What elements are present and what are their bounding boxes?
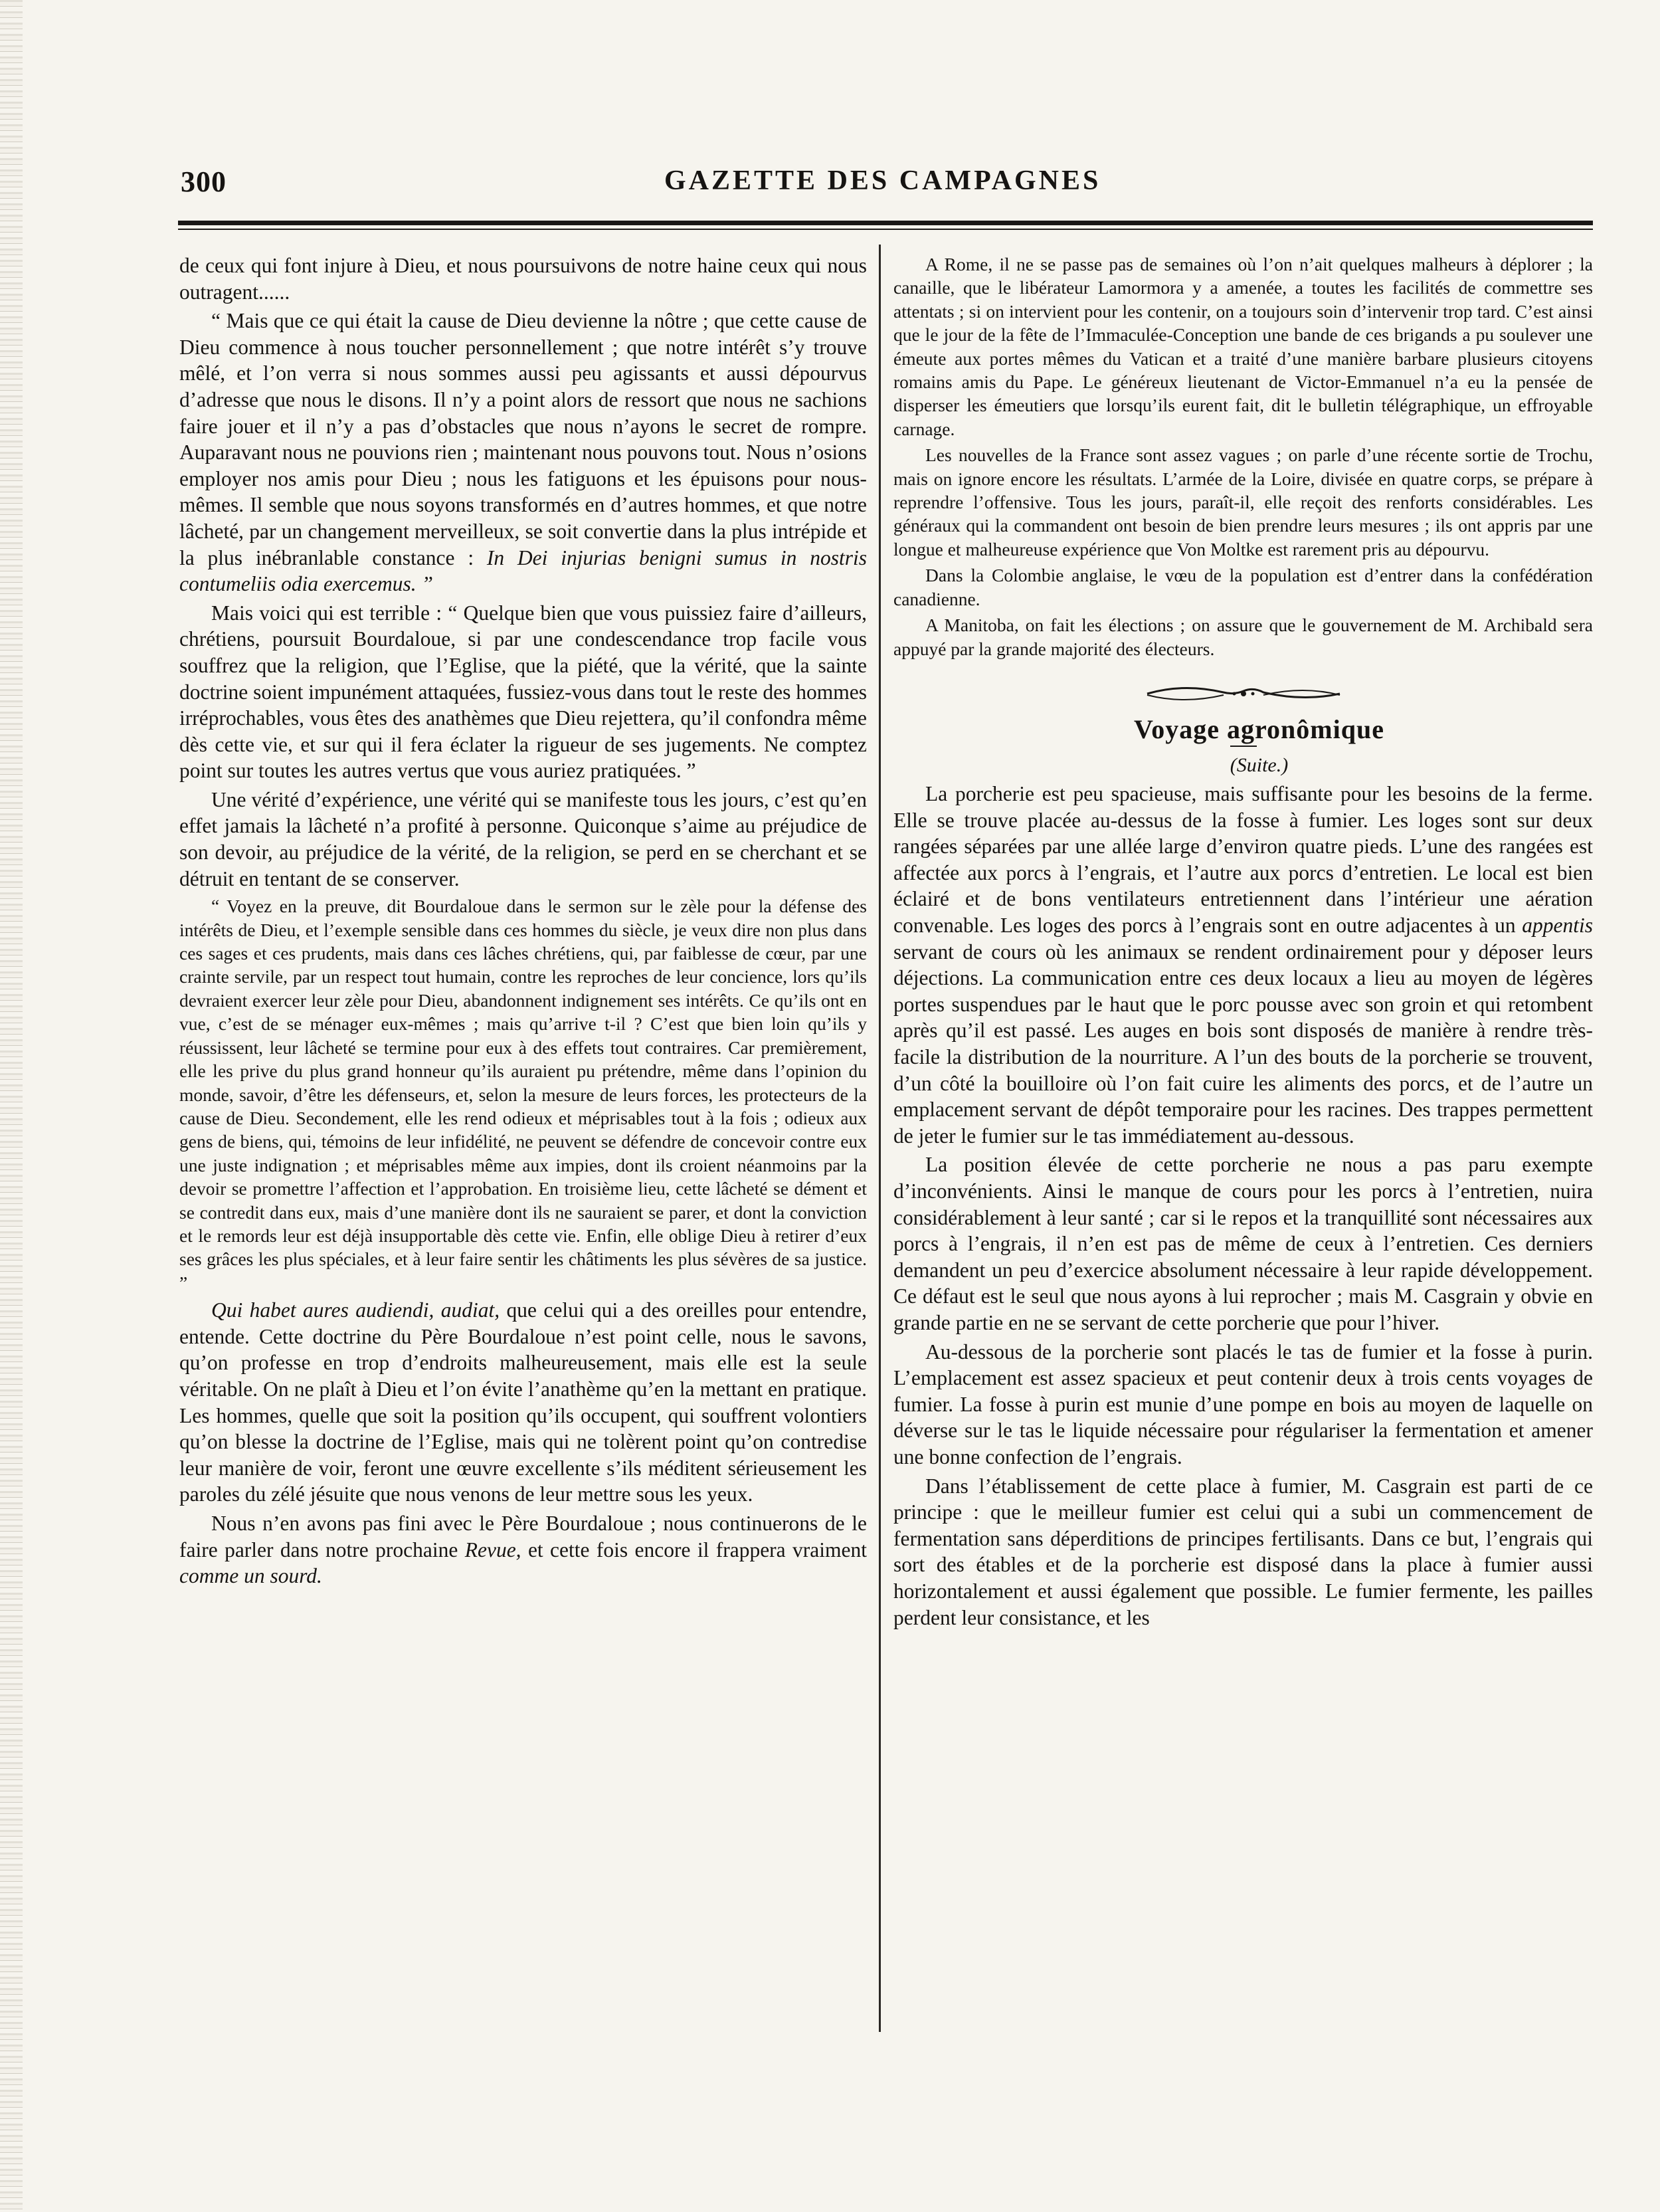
paragraph [179, 1297, 867, 1508]
latin-quote: In Dei injurias benigni sumus in nostris contumeliis odia exercemus. ” [179, 546, 867, 596]
paragraph-tail: servant de cours où les animaux se rendent ordinairement pour y déposer leurs déjections. La communication entre ces deux locaux a lieu au moyen de légères portes suspendues par le haut que le porc pousse avec son groin et qui retombent après qu’il est passé. Les auges en bois sont disposés de manière à rendre très-facile la distribution de la nourriture. A l’un des bouts de la porcherie se trouvent, d’un côté la bouilloire où l’on fait cuire les aliments des porcs, et de l’autre un emplacement servant de dépôt temporaire pour les racines. Des trappes permettent de jeter le fumier sur le tas immédiatement au-dessous. [893, 940, 1593, 1148]
section-ornament [893, 680, 1593, 707]
article-paragraph [893, 781, 1593, 1149]
ornament-flourish-icon [1144, 682, 1343, 706]
page-edge-shadow [0, 0, 23, 2212]
paragraph-text: Nous n’en avons pas fini avec le Père Bourdaloue ; nous continuerons de le faire parler dans notre prochaine [179, 1511, 867, 1561]
paragraph-text: La porcherie est peu spacieuse, mais suffisante pour les besoins de la ferme. Elle se trouve placée au-dessus de la fosse à fumier. Les loges sont sur deux rangées séparées par une allée large d’environ quatre pieds. L’une des rangées est affectée aux porcs à l’engrais, et l’autre aux porcs d’entretien. Le local est bien éclairé et de bons ventilateurs entretiennent dans l’intérieur une aération convenable. Les loges des porcs à l’engrais sont en outre adjacentes à un [893, 782, 1593, 938]
paragraph: Mais voici qui est terrible : “ Quelque bien que vous puissiez faire d’ailleurs, chrétiens, poursuit Bourdaloue, si par une condescendance trop facile vous souffrez que la religion, que l’Eglise, que la piété, que la vérité, que la sainte doctrine soient impunément attaquées, fussiez-vous dans tout le reste des hommes irréprochables, vous êtes des anathèmes que Dieu rejettera, qu’il confondra même dès cette vie, et sur qui il fera éclater la rigueur de ses jugements. Ne comptez point sur toutes les autres vertus que vous auriez pratiquées. ” [179, 601, 867, 783]
latin-phrase: Qui habet aures audiendi, audiat, [211, 1298, 500, 1322]
paragraph-tail: et cette fois encore il frappera vraiment [527, 1538, 867, 1561]
news-paragraph: A Rome, il ne se passe pas de semaines où l’on n’ait quelques malheurs à déplorer ; la canaille, que le libérateur Lamormora y a amenée, a toutes les facilités de commettre ses attentats ; si on intervient pour les contenir, on a toujours soin d’intervenir trop tard. C’est ainsi que le jour de la fête de l’Immaculée-Conception une bande de ces brigands a pu soulever une émeute aux portes mêmes du Vatican et a traité d’une manière barbare plusieurs citoyens romains amis du Pape. Le généreux lieutenant de Victor-Emmanuel n’a eu la pensée de disperser les émeutiers que lorsqu’ils eurent fait, dit le bulletin télégraphique, un effroyable carnage. [893, 254, 1593, 439]
right-column [893, 252, 1593, 1633]
paragraph-text: “ Mais que ce qui était la cause de Dieu devienne la nôtre ; que cette cause de Dieu commence à nous toucher personnellement ; que notre intérêt s’y trouve mêlé, et l’on verra si nous sommes aussi peu agissants et aussi dépourvus d’adresse que nous le disons. Il n’y a point alors de ressort que nous ne sachions faire jouer et il n’y a pas d’obstacles que nous n’ayons le secret de rompre. Auparavant nous ne pouvions rien ; maintenant nous pouvons tout. Nous n’osions employer nos amis pour Dieu ; nous les fatiguons et les épuisons pour nous-mêmes. Il semble que nous soyons transformés en d’autres hommes, et que notre lâcheté, par un changement merveilleux, se soit convertie dans la plus intrépide et la plus inébranlable constance : [179, 309, 867, 569]
paragraph-text: que celui qui a des oreilles pour entendre, entende. Cette doctrine du Père Bourdaloue n’est point celle, nous le savons, qu’on professe en trop d’endroits malheureusement, mais elle est la seule véritable. On ne plaît à Dieu et l’on évite l’anathème qu’en la mettant en pratique. Les hommes, quelle que soit la position qu’ils occupent, qui souffrent volontiers qu’on blesse la doctrine de l’Eglise, mais qui ne tolèrent point qu’on contredise leur manière de voir, feront une œuvre excellente s’ils méditent sérieusement les paroles du zélé jésuite que nous venons de leur mettre sous les yeux. [179, 1298, 868, 1506]
paragraph [179, 1510, 867, 1589]
section-subtitle: (Suite.) [1230, 754, 1289, 776]
section-title: Voyage agronômique [1134, 714, 1384, 744]
news-paragraph: Dans la Colombie anglaise, le vœu de la population est d’entrer dans la confédération canadienne. [893, 565, 1593, 609]
article-paragraph: La position élevée de cette porcherie ne nous a pas paru exempte d’inconvénients. Ainsi le manque de cours pour les porcs à l’entretien, nuira considérablement à leur santé ; car si le repos et la tranquillité sont nécessaires aux porcs à l’engrais, il n’en est pas de même de ceux à l’entretien. Ces derniers demandent un peu d’exercice absolument nécessaire à leur rapide développement. Ce défaut est le seul que nous ayons à lui reprocher ; mais M. Casgrain y obvie en grande partie en ne se servant de cette porcherie que pour l’hiver. [893, 1153, 1593, 1334]
article-paragraph: Au-dessous de la porcherie sont placés le tas de fumier et la fosse à purin. L’emplacement est assez spacieux et peut contenir deux à trois cents voyages de fumier. La fosse à purin est munie d’une pompe en bois au moyen de laquelle on déverse sur le tas le liquide nécessaire pour régulariser la fermentation et amener une bonne confection de l’engrais. [893, 1340, 1593, 1468]
left-column [179, 252, 867, 1592]
news-paragraph: A Manitoba, on fait les élections ; on assure que le gouvernement de M. Archibald sera appuyé par la grande majorité des électeurs. [893, 615, 1593, 659]
running-title: GAZETTE DES CAMPAGNES [664, 165, 1101, 196]
paragraph: Une vérité d’expérience, une vérité qui se manifeste tous les jours, c’est qu’en effet jamais la lâcheté n’a profité à personne. Quiconque s’aime au préjudice de son devoir, au préjudice de la vérité, de la religion, se perd en se cherchant et se détruit en tentant de se conserver. [179, 787, 867, 890]
paragraph: de ceux qui font injure à Dieu, et nous poursuivons de notre haine ceux qui nous outragent...... [179, 254, 867, 304]
news-paragraph: Les nouvelles de la France sont assez vagues ; on parle d’une récente sortie de Trochu, mais on ignore encore les résultats. L’armée de la Loire, divisée en quatre corps, se prépare à reprendre l’offensive. Tous les jours, paraît-il, elle reçoit des renforts considérables. Les généraux qui la commandent ont besoin de bien prendre leurs mesures ; ils ont appris par une longue et malheureuse expérience que Von Moltke est rarement pris au dépourvu. [893, 445, 1593, 559]
comme-sourd: comme un sourd. [179, 1564, 322, 1588]
quoted-paragraph: “ Voyez en la preuve, dit Bourdaloue dans le sermon sur le zèle pour la défense des intérêts de Dieu, et l’exemple sensible dans ces hommes du siècle, je veux dire non plus dans ces sages et ces prudents, mais dans ces lâches chrétiens, qui, par faiblesse de cœur, par une crainte servile, par un respect tout humain, contre les reproches de leur concience, lors qu’ils devraient exercer leur zèle pour Dieu, abandonnent indignement ses intérêts. Ce qu’ils ont en vue, c’est de se ménager eux-mêmes ; mais qu’arrive t-il ? C’est que bien loin qu’ils y réussissent, leur lâcheté se termine pour eux à des effets tout contraires. Car premièrement, elle les prive du plus grand honneur qu’ils auraient pu prétendre, même dans l’opinion du monde, savoir, d’être les défenseurs, et, selon la mesure de leurs forces, les protecteurs de la cause de Dieu. Secondement, elle les rend odieux et méprisables tout à la fois ; odieux aux gens de biens, qui, témoins de leur infidélité, ne peuvent se défendre de concevoir contre eux une juste indignation ; et méprisables même aux impies, dont ils croient néanmoins par la devoir se promettre l’affection et l’approbation. En troisième lieu, cette lâcheté se dément et se contredit dans eux, mais d’une manière dont ils ne sauraient se parer, et dont la conviction et le remords leur est déjà insupportable dès cette vie. Enfin, elle oblige Dieu à retirer d’eux ses grâces les plus spéciales, et à leur faire sentir les châtiments les plus sévères de sa justice. ” [179, 896, 867, 1293]
column-divider [879, 245, 881, 2032]
page-number: 300 [181, 165, 227, 198]
paragraph [179, 308, 867, 597]
header-rule-thin [178, 229, 1593, 230]
revue-word: Revue, [464, 1538, 521, 1561]
header-rule-thick [178, 221, 1593, 225]
title-rule [1230, 746, 1257, 747]
appentis-word: appentis [1522, 914, 1594, 938]
article-paragraph: Dans l’établissement de cette place à fumier, M. Casgrain est parti de ce principe : que le meilleur fumier est celui qui a subi un commencement de fermentation sans déperditions de principes fertilisants. Dans ce but, l’engrais qui sort des étables et de la porcherie est disposé dans la place à fumier aussi horizontalement et aussi également que possible. Le fumier fermente, les pailles perdent leur consistance, et les [893, 1474, 1593, 1629]
